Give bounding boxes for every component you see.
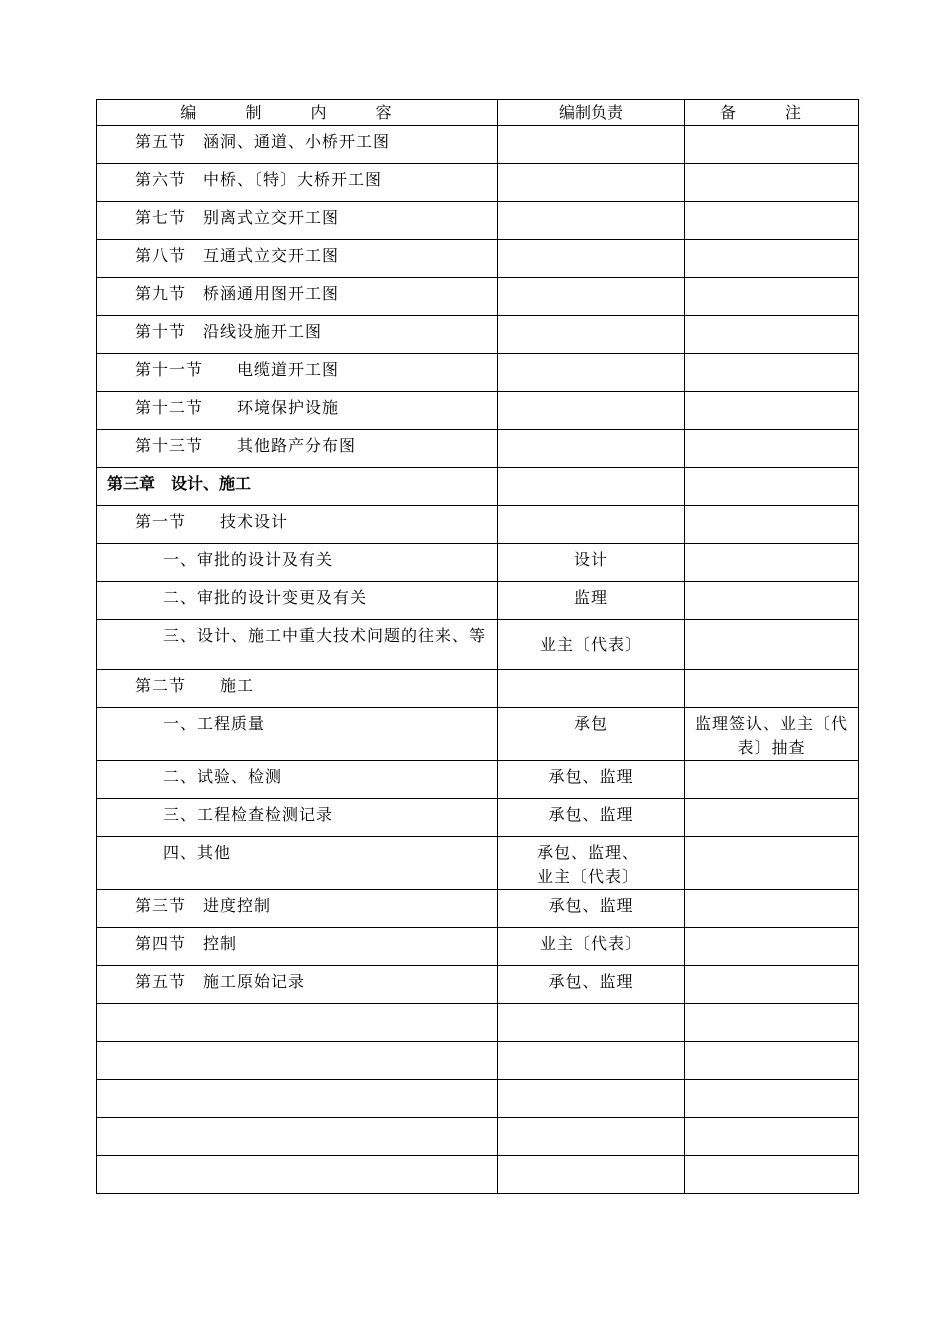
row-owner bbox=[498, 202, 685, 240]
row-note bbox=[685, 890, 859, 928]
table-row bbox=[97, 278, 859, 316]
empty-row bbox=[97, 1004, 859, 1042]
row-owner: 承包、监理 bbox=[498, 799, 685, 837]
row-note bbox=[685, 966, 859, 1004]
row-owner bbox=[498, 126, 685, 164]
row-note: 监理签认、业主〔代表〕抽查 bbox=[685, 708, 859, 761]
table-row bbox=[97, 392, 859, 430]
table-row bbox=[97, 240, 859, 278]
empty-row bbox=[97, 1156, 859, 1194]
row-content: 二、试验、检测 bbox=[97, 761, 498, 799]
row-content: 第四节 控制 bbox=[97, 928, 498, 966]
empty-cell bbox=[97, 1118, 498, 1156]
header-content bbox=[97, 100, 498, 126]
table-row bbox=[97, 670, 859, 708]
empty-cell bbox=[97, 1004, 498, 1042]
row-note bbox=[685, 582, 859, 620]
header-content-label: 编 制 内 容 bbox=[180, 102, 414, 122]
row-content: 第一节 技术设计 bbox=[97, 506, 498, 544]
table-row bbox=[97, 620, 859, 670]
row-content: 二、审批的设计变更及有关 bbox=[97, 582, 498, 620]
row-content: 三、设计、施工中重大技术问题的往来、等 bbox=[97, 620, 498, 670]
row-content: 第二节 施工 bbox=[97, 670, 498, 708]
row-content: 第十节 沿线设施开工图 bbox=[97, 316, 498, 354]
row-content: 四、其他 bbox=[97, 837, 498, 890]
table-row bbox=[97, 316, 859, 354]
row-content: 第七节 别离式立交开工图 bbox=[97, 202, 498, 240]
empty-row bbox=[97, 1118, 859, 1156]
empty-cell bbox=[97, 1042, 498, 1080]
row-content: 第十三节 其他路产分布图 bbox=[97, 430, 498, 468]
row-note bbox=[685, 430, 859, 468]
table-row bbox=[97, 354, 859, 392]
empty-cell bbox=[498, 1004, 685, 1042]
row-note bbox=[685, 468, 859, 506]
row-owner bbox=[498, 316, 685, 354]
row-owner bbox=[498, 506, 685, 544]
row-note bbox=[685, 392, 859, 430]
empty-row bbox=[97, 1080, 859, 1118]
empty-cell bbox=[685, 1080, 859, 1118]
row-owner: 监理 bbox=[498, 582, 685, 620]
empty-cell bbox=[97, 1080, 498, 1118]
row-content: 第十二节 环境保护设施 bbox=[97, 392, 498, 430]
header-note-label: 备 注 bbox=[719, 102, 824, 122]
row-content: 第五节 施工原始记录 bbox=[97, 966, 498, 1004]
row-content: 三、工程检查检测记录 bbox=[97, 799, 498, 837]
table-row bbox=[97, 799, 859, 837]
row-note bbox=[685, 544, 859, 582]
row-owner: 承包、监理 bbox=[498, 966, 685, 1004]
empty-cell bbox=[498, 1156, 685, 1194]
chapter-row bbox=[97, 468, 859, 506]
row-content: 第十一节 电缆道开工图 bbox=[97, 354, 498, 392]
table-row bbox=[97, 582, 859, 620]
table-row bbox=[97, 164, 859, 202]
table-row bbox=[97, 202, 859, 240]
table-row bbox=[97, 761, 859, 799]
empty-row bbox=[97, 1042, 859, 1080]
row-owner bbox=[498, 164, 685, 202]
row-content: 一、审批的设计及有关 bbox=[97, 544, 498, 582]
row-note bbox=[685, 928, 859, 966]
table-row bbox=[97, 430, 859, 468]
row-owner: 业主〔代表〕 bbox=[498, 928, 685, 966]
row-owner: 业主〔代表〕 bbox=[498, 620, 685, 670]
row-content: 第五节 涵洞、通道、小桥开工图 bbox=[97, 126, 498, 164]
row-content: 第六节 中桥、〔特〕大桥开工图 bbox=[97, 164, 498, 202]
row-owner bbox=[498, 392, 685, 430]
row-note bbox=[685, 202, 859, 240]
row-note bbox=[685, 316, 859, 354]
header-note bbox=[685, 100, 859, 126]
table-row bbox=[97, 837, 859, 890]
row-owner bbox=[498, 430, 685, 468]
empty-cell bbox=[97, 1156, 498, 1194]
row-note bbox=[685, 837, 859, 890]
row-content: 第八节 互通式立交开工图 bbox=[97, 240, 498, 278]
row-owner: 承包 bbox=[498, 708, 685, 761]
row-note bbox=[685, 506, 859, 544]
empty-cell bbox=[685, 1004, 859, 1042]
empty-cell bbox=[498, 1080, 685, 1118]
row-owner: 承包、监理 bbox=[498, 761, 685, 799]
table-row bbox=[97, 126, 859, 164]
row-owner: 承包、监理、业主〔代表〕 bbox=[498, 837, 685, 890]
header-owner: 编制负责 bbox=[498, 100, 685, 126]
empty-cell bbox=[498, 1118, 685, 1156]
catalog-table bbox=[96, 99, 859, 1194]
empty-cell bbox=[498, 1042, 685, 1080]
row-owner bbox=[498, 468, 685, 506]
table-row bbox=[97, 708, 859, 761]
table-header-row bbox=[97, 100, 859, 126]
row-owner bbox=[498, 670, 685, 708]
row-note bbox=[685, 164, 859, 202]
table-row bbox=[97, 890, 859, 928]
row-note bbox=[685, 799, 859, 837]
table-row bbox=[97, 966, 859, 1004]
row-note bbox=[685, 126, 859, 164]
row-note bbox=[685, 670, 859, 708]
row-note bbox=[685, 278, 859, 316]
empty-cell bbox=[685, 1118, 859, 1156]
row-note bbox=[685, 761, 859, 799]
empty-cell bbox=[685, 1042, 859, 1080]
row-note bbox=[685, 240, 859, 278]
empty-cell bbox=[685, 1156, 859, 1194]
row-content: 一、工程质量 bbox=[97, 708, 498, 761]
row-owner bbox=[498, 240, 685, 278]
row-owner: 承包、监理 bbox=[498, 890, 685, 928]
row-content: 第三节 进度控制 bbox=[97, 890, 498, 928]
row-content: 第九节 桥涵通用图开工图 bbox=[97, 278, 498, 316]
table-row bbox=[97, 506, 859, 544]
row-note bbox=[685, 620, 859, 670]
row-note bbox=[685, 354, 859, 392]
row-owner bbox=[498, 278, 685, 316]
chapter-title: 第三章 设计、施工 bbox=[97, 468, 498, 506]
row-owner: 设计 bbox=[498, 544, 685, 582]
table-row bbox=[97, 544, 859, 582]
table-row bbox=[97, 928, 859, 966]
row-owner bbox=[498, 354, 685, 392]
